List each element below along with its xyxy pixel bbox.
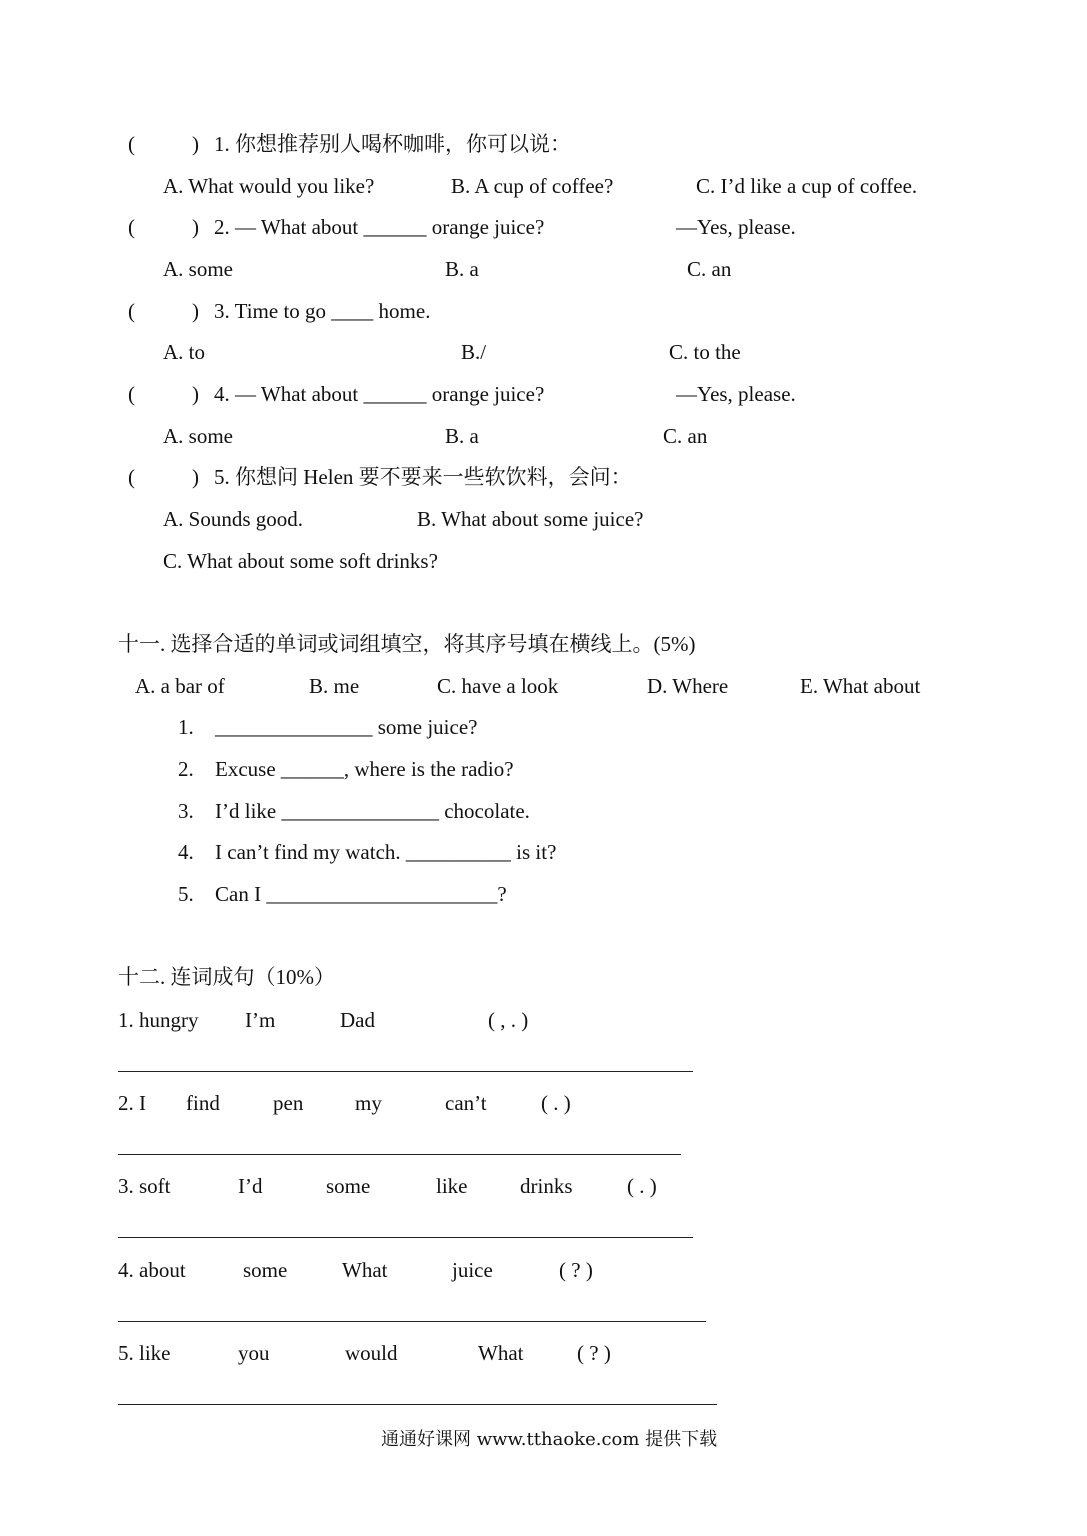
scramble-word-3-5: drinks	[520, 1174, 573, 1198]
scramble-word-2-4: my	[355, 1091, 382, 1115]
scramble-word-4-3: What	[342, 1258, 388, 1282]
question-stem-2: 2. — What about ______ orange juice?	[214, 215, 545, 239]
question-reply-4: —Yes, please.	[676, 382, 796, 406]
word-choice-d: D. Where	[647, 674, 729, 698]
fill-item-number-1: 1.	[178, 715, 194, 739]
answer-line-4[interactable]	[118, 1321, 706, 1322]
fill-item-number-4: 4.	[178, 840, 194, 864]
fill-item-number-2: 2.	[178, 757, 194, 781]
scramble-word-5-3: would	[345, 1341, 398, 1365]
scramble-punct-1: ( , . )	[488, 1008, 529, 1032]
question-reply-2: —Yes, please.	[676, 215, 796, 239]
scramble-word-1-3: Dad	[340, 1008, 375, 1032]
option-4b: B. a	[445, 424, 479, 448]
question-stem-5: 5. 你想问 Helen 要不要来一些软饮料，会问：	[214, 465, 632, 489]
word-choice-e: E. What about	[800, 674, 921, 698]
question-stem-1: 1. 你想推荐别人喝杯咖啡，你可以说：	[214, 132, 571, 156]
scramble-word-3-1: 3. soft	[118, 1174, 171, 1198]
fill-item-text-2: Excuse ______, where is the radio?	[215, 757, 514, 781]
fill-item-text-5: Can I ______________________?	[215, 882, 507, 906]
scramble-word-2-2: find	[186, 1091, 220, 1115]
scramble-word-3-2: I’d	[238, 1174, 263, 1198]
answer-paren-close-2: )	[192, 215, 199, 239]
scramble-word-1-2: I’m	[245, 1008, 276, 1032]
scramble-word-4-1: 4. about	[118, 1258, 186, 1282]
answer-paren-open-4: (	[128, 382, 135, 406]
answer-paren-open-5: (	[128, 465, 135, 489]
question-stem-4: 4. — What about ______ orange juice?	[214, 382, 545, 406]
option-4c: C. an	[663, 424, 708, 448]
answer-line-5[interactable]	[118, 1404, 717, 1405]
fill-item-number-3: 3.	[178, 799, 194, 823]
fill-item-number-5: 5.	[178, 882, 194, 906]
scramble-word-4-4: juice	[452, 1258, 493, 1282]
option-5c: C. What about some soft drinks?	[163, 549, 438, 573]
scramble-word-2-5: can’t	[445, 1091, 487, 1115]
option-1a: A. What would you like?	[163, 174, 375, 198]
scramble-word-3-3: some	[326, 1174, 371, 1198]
option-2c: C. an	[687, 257, 732, 281]
word-choice-a: A. a bar of	[135, 674, 225, 698]
answer-paren-close-1: )	[192, 132, 199, 156]
answer-line-1[interactable]	[118, 1071, 693, 1072]
option-3a: A. to	[163, 340, 205, 364]
question-stem-3: 3. Time to go ____ home.	[214, 299, 431, 323]
scramble-word-2-3: pen	[273, 1091, 304, 1115]
answer-paren-close-4: )	[192, 382, 199, 406]
option-5b: B. What about some juice?	[417, 507, 644, 531]
fill-item-text-1: _______________ some juice?	[215, 715, 478, 739]
word-choice-c: C. have a look	[437, 674, 559, 698]
section-12-heading: 十二. 连词成句（10%）	[118, 965, 335, 989]
scramble-word-5-4: What	[478, 1341, 524, 1365]
scramble-word-2-1: 2. I	[118, 1091, 146, 1115]
answer-line-2[interactable]	[118, 1154, 681, 1155]
option-1b: B. A cup of coffee?	[451, 174, 614, 198]
option-5a: A. Sounds good.	[163, 507, 304, 531]
answer-paren-close-5: )	[192, 465, 199, 489]
answer-paren-close-3: )	[192, 299, 199, 323]
option-3c: C. to the	[669, 340, 741, 364]
fill-item-text-4: I can’t find my watch. __________ is it?	[215, 840, 557, 864]
scramble-word-4-2: some	[243, 1258, 288, 1282]
word-choice-b: B. me	[309, 674, 360, 698]
option-2b: B. a	[445, 257, 479, 281]
scramble-punct-3: ( . )	[627, 1174, 657, 1198]
scramble-punct-5: ( ? )	[577, 1341, 611, 1365]
scramble-word-5-1: 5. like	[118, 1341, 171, 1365]
fill-item-text-3: I’d like _______________ chocolate.	[215, 799, 530, 823]
answer-paren-open-1: (	[128, 132, 135, 156]
option-4a: A. some	[163, 424, 233, 448]
footer-source-text: 通通好课网 www.tthaoke.com 提供下载	[381, 1429, 718, 1450]
answer-paren-open-3: (	[128, 299, 135, 323]
option-2a: A. some	[163, 257, 233, 281]
option-3b: B./	[461, 340, 487, 364]
scramble-punct-2: ( . )	[541, 1091, 571, 1115]
scramble-punct-4: ( ? )	[559, 1258, 593, 1282]
answer-paren-open-2: (	[128, 215, 135, 239]
section-11-heading: 十一. 选择合适的单词或词组填空，将其序号填在横线上。(5%)	[118, 632, 696, 656]
scramble-word-3-4: like	[436, 1174, 468, 1198]
option-1c: C. I’d like a cup of coffee.	[696, 174, 918, 198]
answer-line-3[interactable]	[118, 1237, 693, 1238]
scramble-word-1-1: 1. hungry	[118, 1008, 199, 1032]
scramble-word-5-2: you	[238, 1341, 270, 1365]
